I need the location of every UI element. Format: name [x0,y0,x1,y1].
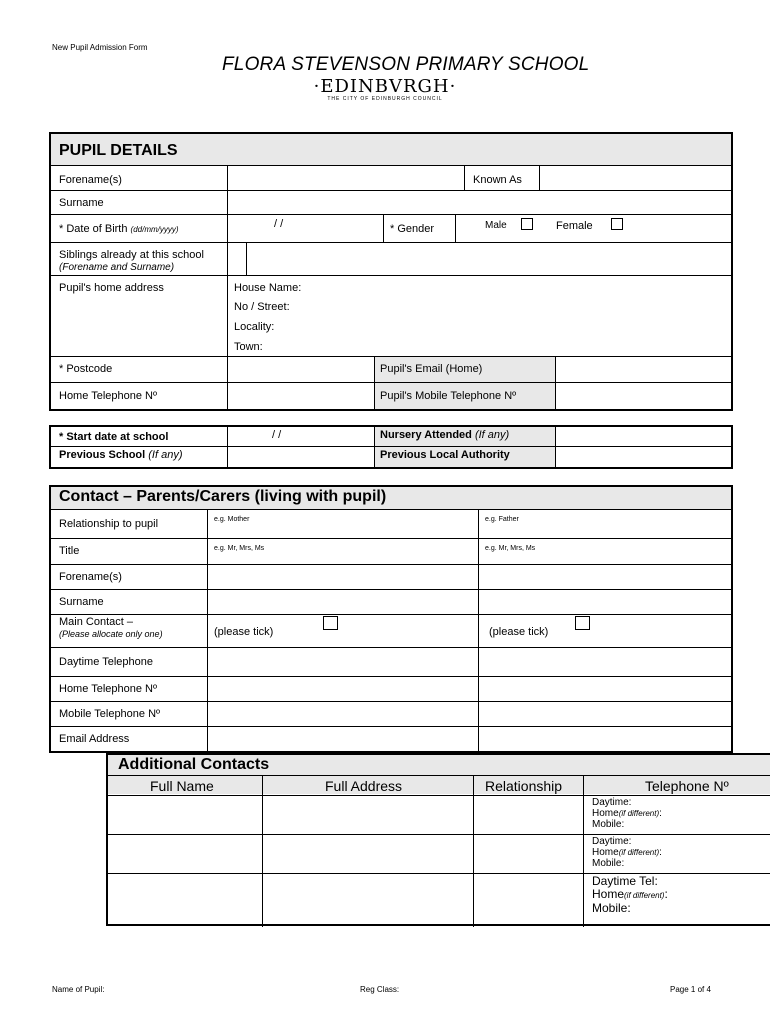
contact-forename-label: Forename(s) [59,571,122,583]
col-relationship: Relationship [485,778,563,794]
female-label: Female [556,220,593,232]
mobile-label: Pupil's Mobile Telephone Nº [380,390,517,402]
row1-home: Home [592,808,619,819]
start-date-slashes: / / [272,429,282,441]
town-label: Town: [234,341,263,353]
nursery-label: Nursery Attended [380,429,472,441]
row2-mobile: Mobile: [592,858,625,869]
title-label: Title [59,545,80,557]
relationship-example-2: e.g. Father [485,516,519,523]
nursery-hint: (If any) [474,429,510,441]
male-checkbox[interactable] [521,218,533,230]
please-tick-2: (please tick) [489,626,549,638]
pupil-details-title: PUPIL DETAILS [59,142,178,159]
email-address-label: Email Address [59,733,130,745]
relationship-label: Relationship to pupil [59,518,159,530]
row3-home: Home [592,887,625,901]
row2-home: Home [592,847,619,858]
siblings-label: Siblings already at this school [59,249,204,261]
footer-name-of-pupil: Name of Pupil: [52,985,105,994]
address-label: Pupil's home address [59,282,164,294]
contact-title: Contact – Parents/Carers (living with pupil) [59,488,387,505]
please-tick-1: (please tick) [214,626,274,638]
school-name: FLORA STEVENSON PRIMARY SCHOOL [222,54,590,75]
footer-page-number: Page 1 of 4 [670,985,711,994]
female-checkbox[interactable] [611,218,623,230]
email-label: Pupil's Email (Home) [380,363,483,375]
additional-contacts-title: Additional Contacts [118,756,270,773]
contact-section [49,485,733,753]
home-tel-label: Home Telephone Nº [59,390,157,402]
col-full-name: Full Name [150,778,214,794]
title-example-2: e.g. Mr, Mrs, Ms [485,545,536,552]
previous-school-hint: (If any) [148,449,183,461]
row2-daytime: Daytime: [592,836,632,847]
row3-mobile: Mobile: [592,901,631,915]
contact-home-tel-label: Home Telephone Nº [59,683,157,695]
known-as-label: Known As [473,174,522,186]
relationship-example-1: e.g. Mother [214,516,250,523]
row1-home-hint: (if different) [618,809,660,818]
previous-la-label: Previous Local Authority [380,449,510,461]
row1-mobile: Mobile: [592,819,625,830]
pupil-details-section [49,132,733,411]
main-contact-hint: (Please allocate only one) [59,629,163,639]
row1-daytime: Daytime: [592,797,632,808]
street-label: No / Street: [234,301,290,313]
main-contact-checkbox-2[interactable] [575,616,590,630]
edinburgh-logo: ·EDINBVRGH· [313,76,457,97]
row3-daytime: Daytime Tel: [592,874,658,888]
contact-surname-label: Surname [59,596,104,608]
school-history-section [49,425,733,469]
house-name-label: House Name: [234,282,302,294]
forename-label: Forename(s) [59,174,122,186]
male-label: Male [485,220,507,231]
contact-mobile-label: Mobile Telephone Nº [59,708,161,720]
dob-hint: (dd/mm/yyyy) [130,225,179,234]
main-contact-checkbox-1[interactable] [323,616,338,630]
title-example-1: e.g. Mr, Mrs, Ms [214,545,265,552]
additional-contacts-section: Additional Contacts Full Name Full Address Relationship Telephone Nº Daytime: Home(if different): Mobile: Daytime: Home(if different): Mobile: Daytime Tel: Home(if different): Mobile: [106,753,770,926]
previous-school-label: Previous School [59,449,146,461]
gender-label: * Gender [390,223,435,235]
postcode-label: * Postcode [59,363,113,375]
council-name: THE CITY OF EDINBURGH COUNCIL [327,96,443,102]
daytime-tel-label: Daytime Telephone [59,656,153,668]
row3-home-hint: (if different) [624,891,665,900]
col-telephone: Telephone Nº [645,778,729,794]
row2-home-hint: (if different) [618,848,660,857]
main-contact-label: Main Contact – [59,616,133,628]
siblings-hint: (Forename and Surname) [59,262,175,273]
surname-label: Surname [59,197,104,209]
dob-slashes: / / [274,218,284,230]
footer-reg-class: Reg Class: [360,985,400,994]
col-full-address: Full Address [325,778,403,794]
dob-label: * Date of Birth [59,223,128,235]
start-date-label: * Start date at school [59,431,169,443]
locality-label: Locality: [234,321,275,333]
form-name: New Pupil Admission Form [52,43,148,52]
